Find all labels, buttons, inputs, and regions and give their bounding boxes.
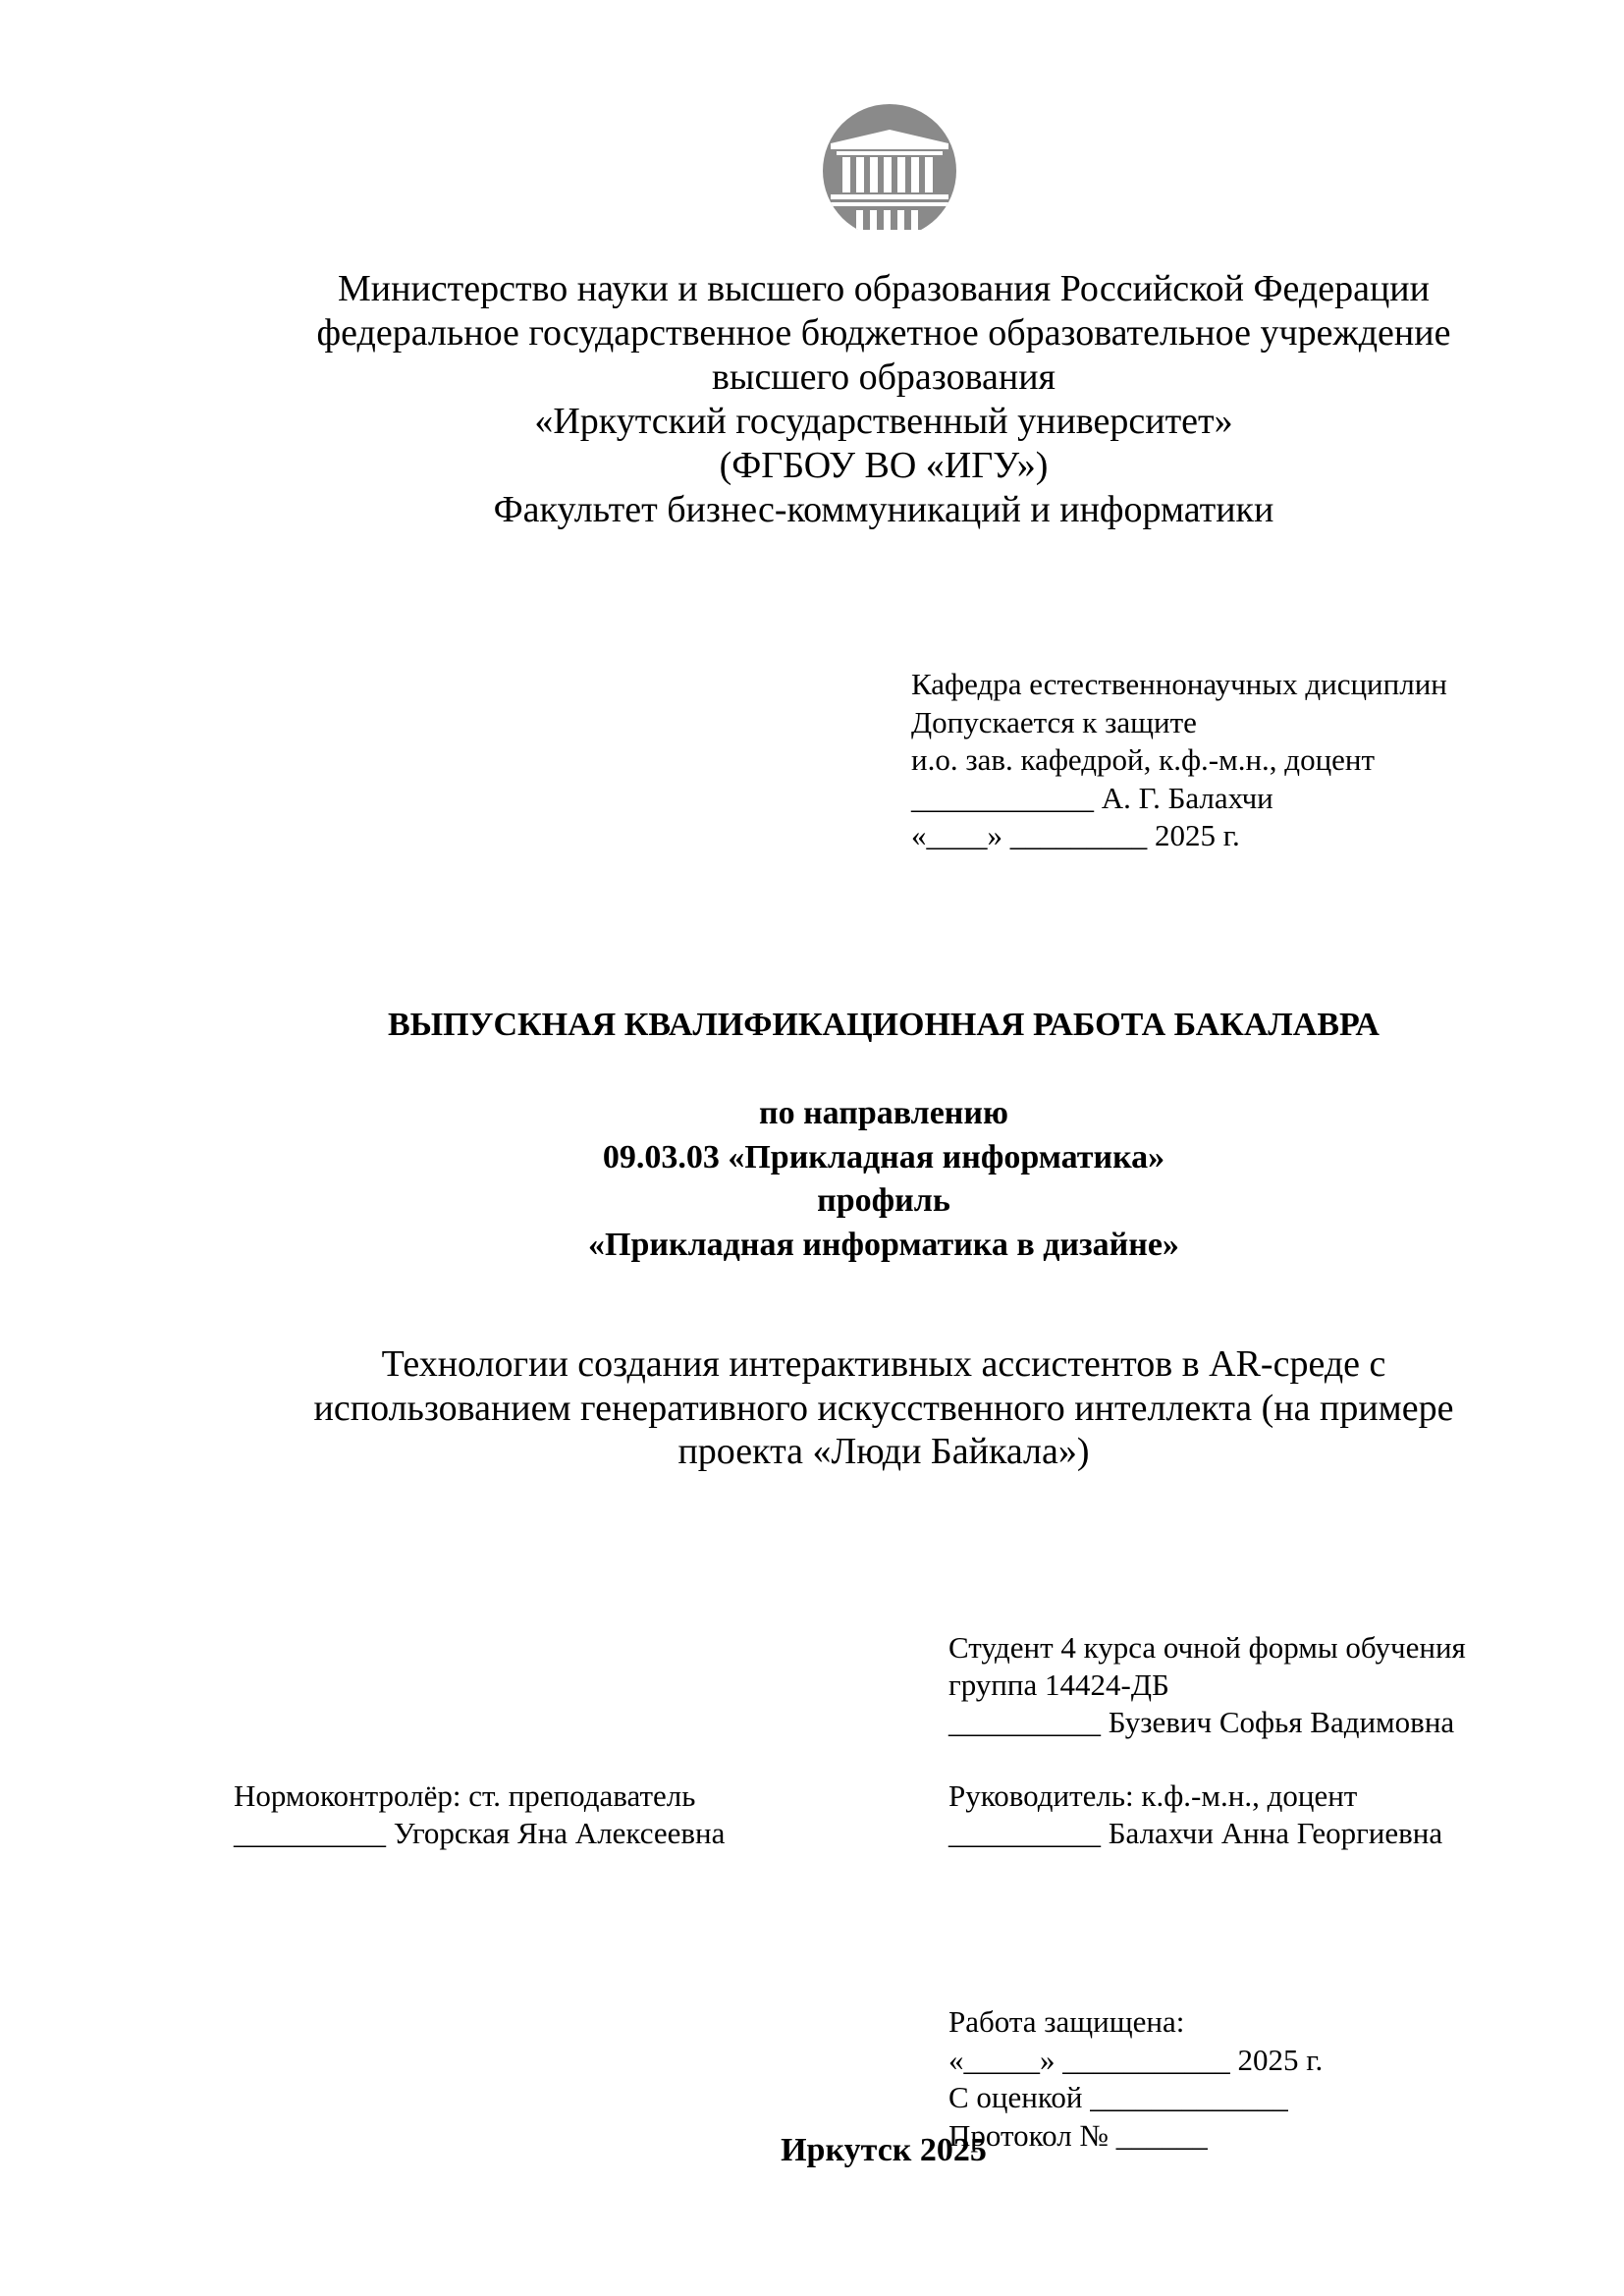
student-description: Студент 4 курса очной формы обучения bbox=[948, 1630, 1466, 1665]
direction-name: 09.03.03 «Прикладная информатика» bbox=[602, 1138, 1165, 1175]
student-signature-line: __________ Бузевич Софья Вадимовна bbox=[948, 1705, 1455, 1739]
defense-date-line: «_____» ___________ 2025 г. bbox=[948, 2042, 1324, 2077]
institution-type: федеральное государственное бюджетное образовательное учреждение bbox=[316, 312, 1451, 354]
thesis-topic bbox=[0, 1342, 1624, 1474]
profile-name: «Прикладная информатика в дизайне» bbox=[588, 1226, 1179, 1263]
profile-label: профиль bbox=[817, 1182, 950, 1219]
faculty-name: Факультет бизнес-коммуникаций и информатики bbox=[493, 489, 1274, 530]
head-position: и.о. зав. кафедрой, к.ф.-м.н., доцент bbox=[911, 742, 1376, 777]
work-type: ВЫПУСКНАЯ КВАЛИФИКАЦИОННАЯ РАБОТА БАКАЛАВРА bbox=[388, 1007, 1380, 1043]
defense-grade-line: С оценкой _____________ bbox=[948, 2080, 1288, 2114]
approval-block bbox=[911, 666, 1447, 855]
approval-date-line: «____» _________ 2025 г. bbox=[911, 818, 1240, 852]
supervisor-block bbox=[948, 1777, 1442, 1852]
supervisor-position: Руководитель: к.ф.-м.н., доцент bbox=[948, 1778, 1358, 1813]
admitted-label: Допускается к защите bbox=[911, 704, 1197, 739]
work-type-title bbox=[0, 1004, 1624, 1047]
city-year-text: Иркутск 2025 bbox=[781, 2132, 987, 2168]
direction-label: по направлению bbox=[759, 1095, 1008, 1131]
university-name: «Иркутский государственный университет» bbox=[534, 401, 1233, 442]
supervisor-signature-line: __________ Балахчи Анна Георгиевна bbox=[948, 1816, 1443, 1850]
topic-line: использованием генеративного искусственного интеллекта (на примере bbox=[313, 1387, 1454, 1429]
student-block bbox=[948, 1629, 1466, 1741]
head-signature-line: ____________ А. Г. Балахчи bbox=[911, 780, 1273, 815]
document-header bbox=[0, 267, 1624, 532]
student-group: группа 14424-ДБ bbox=[948, 1667, 1169, 1702]
defense-protocol-line: Протокол № ______ bbox=[948, 2117, 1208, 2153]
normocontroller-signature-line: __________ Угорская Яна Алексеевна bbox=[234, 1816, 726, 1850]
defense-status: Работа защищена: bbox=[948, 2004, 1185, 2039]
direction-block bbox=[0, 1092, 1624, 1267]
normocontroller-position: Нормоконтролёр: ст. преподаватель bbox=[234, 1778, 696, 1813]
university-logo bbox=[817, 102, 962, 230]
normocontroller-block bbox=[234, 1777, 725, 1852]
topic-line: Технологии создания интерактивных ассистентов в AR-среде с bbox=[381, 1343, 1386, 1385]
university-abbreviation: (ФГБОУ ВО «ИГУ») bbox=[719, 445, 1049, 486]
topic-line: проекта «Люди Байкала») bbox=[677, 1431, 1090, 1472]
ministry-name: Министерство науки и высшего образования Российской Федерации bbox=[338, 268, 1430, 309]
city-year bbox=[0, 2129, 1624, 2172]
department-name: Кафедра естественнонаучных дисциплин bbox=[911, 667, 1447, 701]
education-level: высшего образования bbox=[711, 356, 1056, 398]
